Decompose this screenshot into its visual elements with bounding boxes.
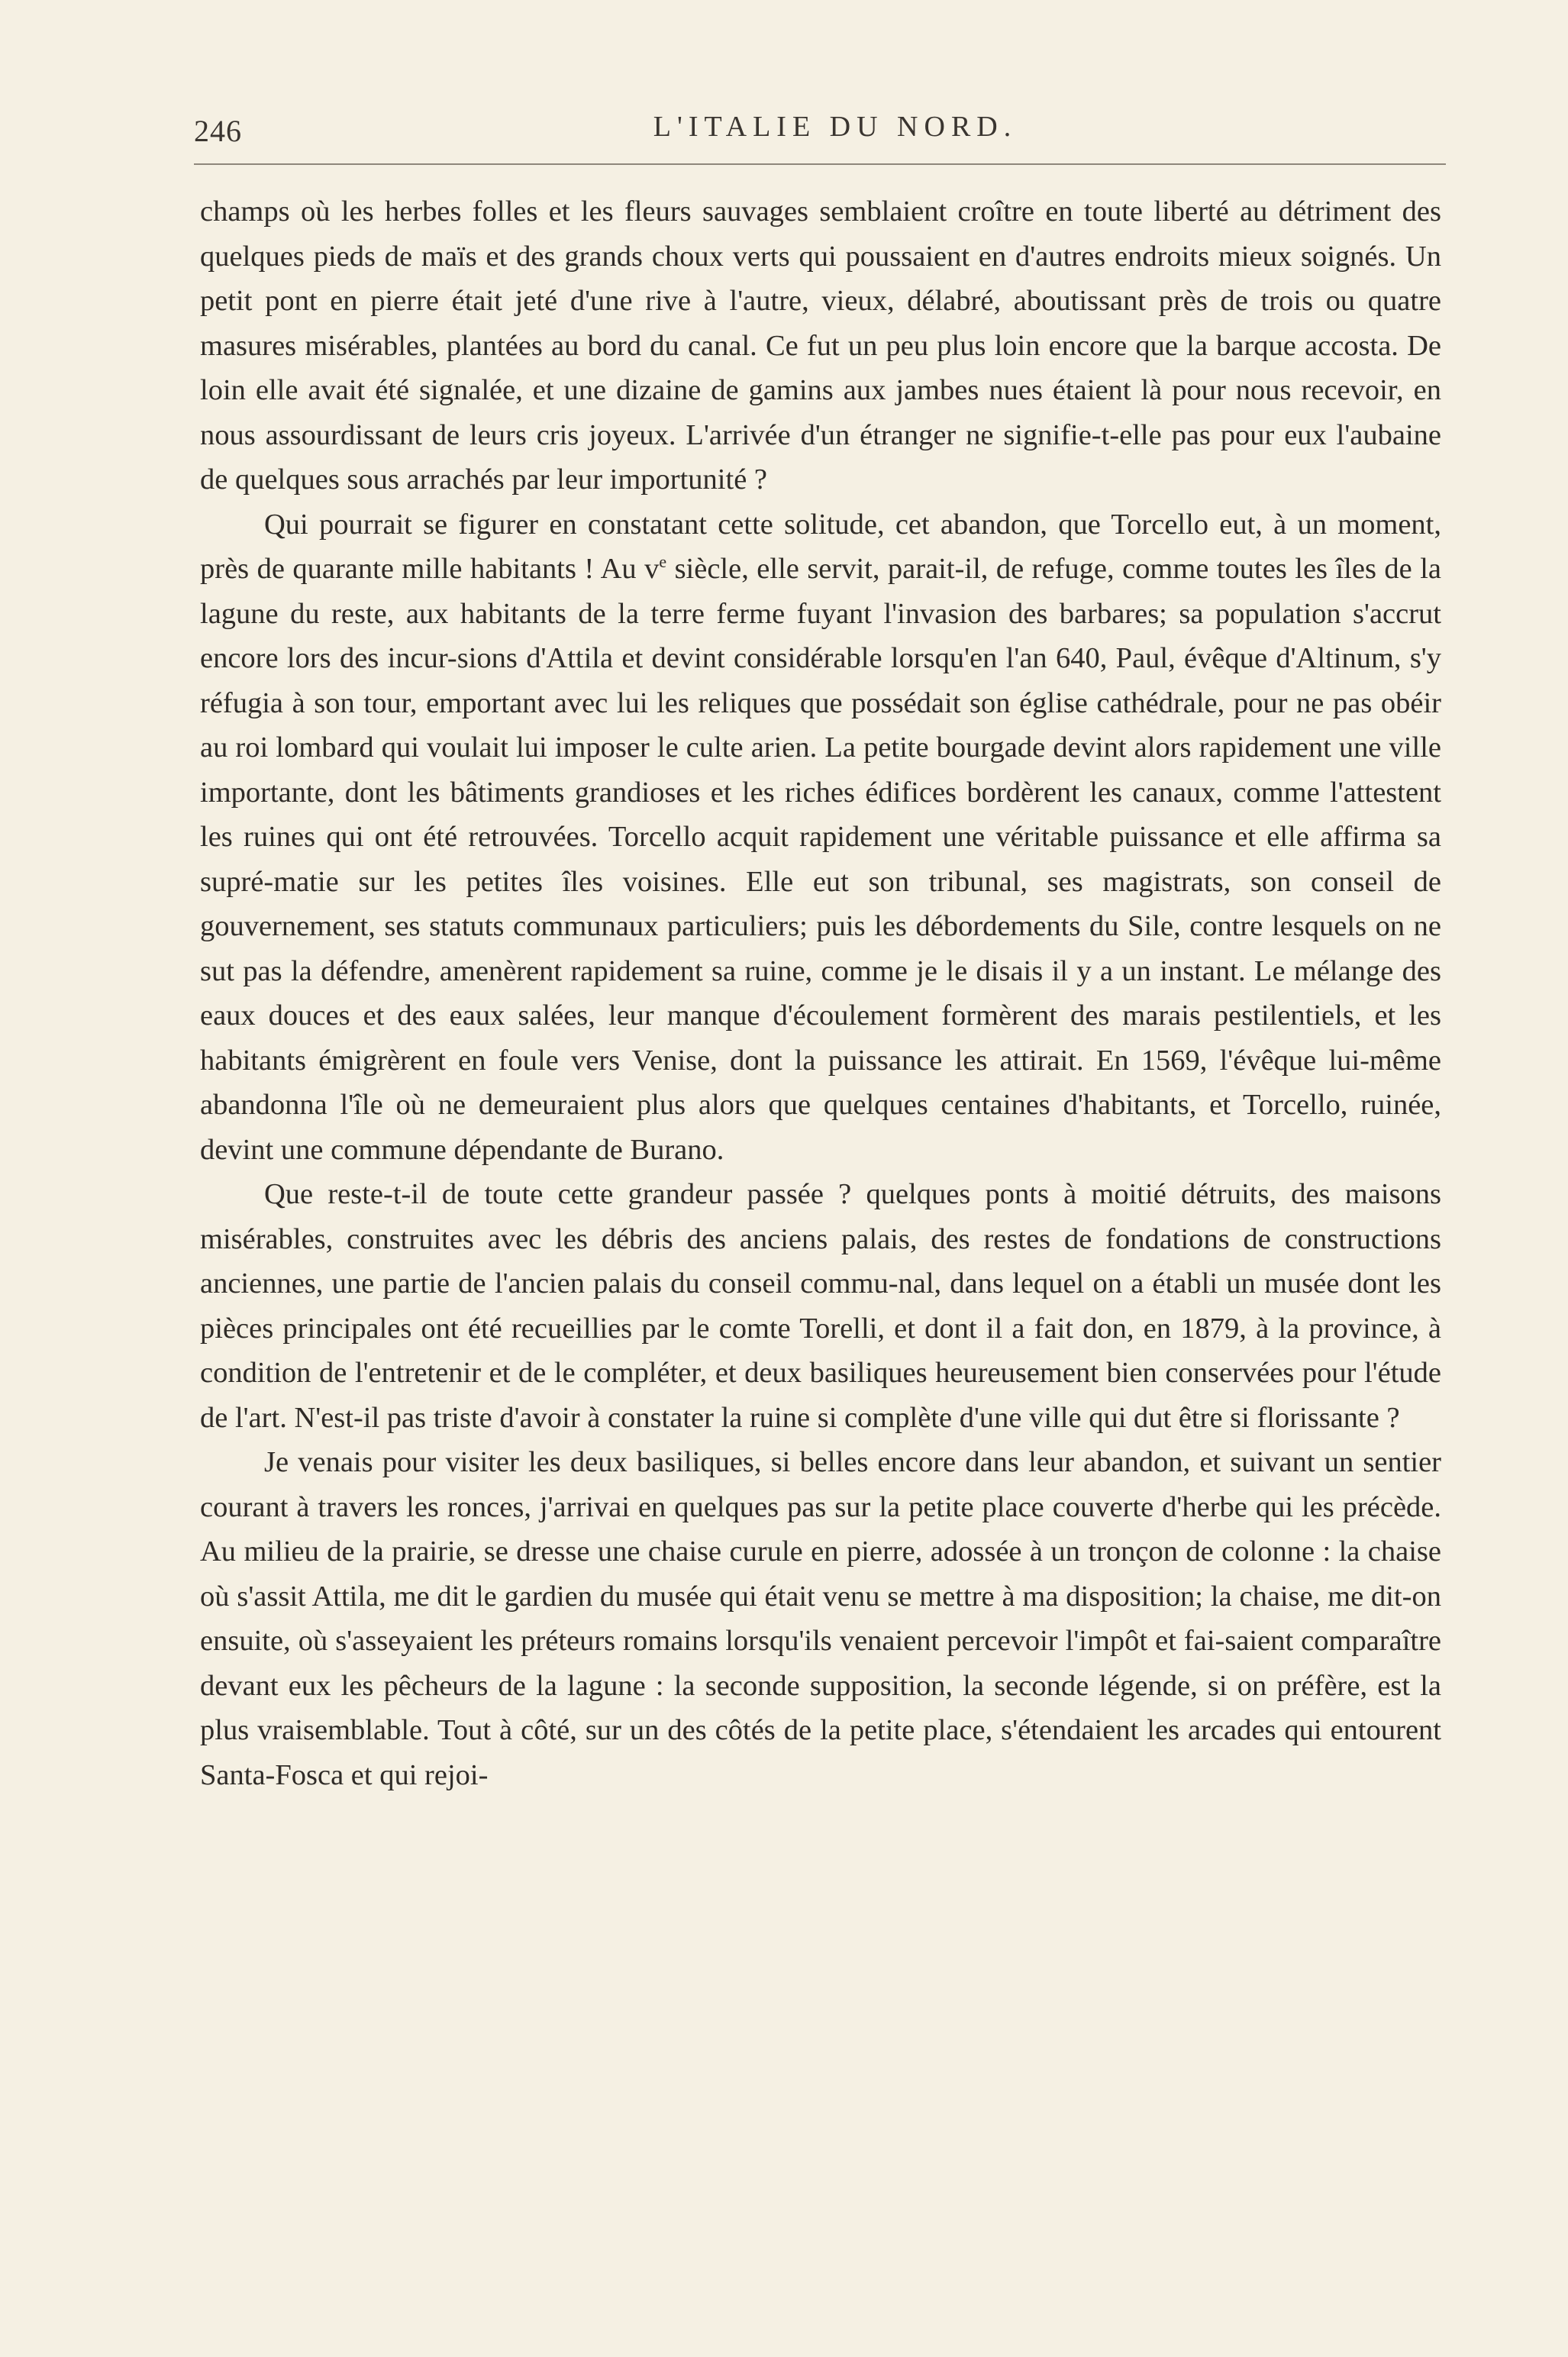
page-number: 246 <box>194 114 242 148</box>
paragraph-3: Que reste-t-il de toute cette grandeur passée ? quelques ponts à moitié détruits, des maisons misérables, construites avec les débris des anciens palais, des restes de fondations de constructions anciennes, une partie de l'ancien palais du conseil commu-nal, dans lequel on a établi un musée dont les pièces principales ont été recueillies par le comte Torelli, et dont il a fait don, en 1879, à la province, à condition de l'entretenir et de le compléter, et deux basiliques heureusement bien conservées pour l'étude de l'art. N'est-il pas triste d'avoir à constater la ruine si complète d'une ville qui dut être si florissante ? <box>200 1178 1441 1434</box>
body-text <box>200 189 1441 1797</box>
paragraph-2-part-2: siècle, elle servit, parait-il, de refuge, comme toutes les îles de la lagune du reste, aux habitants de la terre ferme fuyant l'invasion des barbares; sa population s'accrut encore lors des incur-sions d'Attila et devint considérable lorsqu'en l'an 640, Paul, évêque d'Altinum, s'y réfugia à son tour, emportant avec lui les reliques que possédait son église cathédrale, pour ne pas obéir au roi lombard qui voulait lui imposer le culte arien. La petite bourgade devint alors rapidement une ville importante, dont les bâtiments grandioses et les riches édifices bordèrent les canaux, comme l'attestent les ruines qui ont été retrouvées. Torcello acquit rapidement une véritable puissance et elle affirma sa supré-matie sur les petites îles voisines. Elle eut son tribunal, ses magistrats, son conseil de gouvernement, ses statuts communaux particuliers; puis les débordements du Sile, contre lesquels on ne sut pas la défendre, amenèrent rapidement sa ruine, comme je le disais il y a un instant. Le mélange des eaux douces et des eaux salées, leur manque d'écoulement formèrent des marais pestilentiels, et les habitants émigrèrent en foule vers Venise, dont la puissance les attirait. En 1569, l'évêque lui-même abandonna l'île où ne demeuraient plus alors que quelques centaines d'habitants, et Torcello, ruinée, devint une commune dépendante de Burano. <box>200 553 1441 1166</box>
header-rule <box>194 163 1446 165</box>
paragraph-4: Je venais pour visiter les deux basiliques, si belles encore dans leur abandon, et suivant un sentier courant à travers les ronces, j'arrivai en quelques pas sur la petite place couverte d'herbe qui les précède. Au milieu de la prairie, se dresse une chaise curule en pierre, adossée à un tronçon de colonne : la chaise où s'assit Attila, me dit le gardien du musée qui était venu se mettre à ma disposition; la chaise, me dit-on ensuite, où s'asseyaient les préteurs romains lorsqu'ils venaient percevoir l'impôt et fai-saient comparaître devant eux les pêcheurs de la lagune : la seconde supposition, la seconde légende, si on préfère, est la plus vraisemblable. Tout à côté, sur un des côtés de la petite place, s'étendaient les arcades qui entourent Santa-Fosca et qui rejoi- <box>200 1446 1441 1791</box>
paragraph-1: champs où les herbes folles et les fleurs sauvages semblaient croître en toute liberté au détriment des quelques pieds de maïs et des grands choux verts qui poussaient en d'autres endroits mieux soignés. Un petit pont en pierre était jeté d'une rive à l'autre, vieux, délabré, aboutissant près de trois ou quatre masures misérables, plantées au bord du canal. Ce fut un peu plus loin encore que la barque accosta. De loin elle avait été signalée, et une dizaine de gamins aux jambes nues étaient là pour nous recevoir, en nous assourdissant de leurs cris joyeux. L'arrivée d'un étranger ne signifie-t-elle pas pour eux l'aubaine de quelques sous arrachés par leur importunité ? <box>200 195 1441 496</box>
page-header <box>194 108 1446 154</box>
paragraph-2 <box>200 502 1441 1173</box>
running-title: L'ITALIE DU NORD. <box>653 111 1018 143</box>
superscript-e: e <box>659 552 667 572</box>
paragraph-2-part-1: Qui pourrait se figurer en constatant cette solitude, cet abandon, que Torcello eut, à un moment, près de quarante mille habitants ! Au v <box>200 508 1441 585</box>
